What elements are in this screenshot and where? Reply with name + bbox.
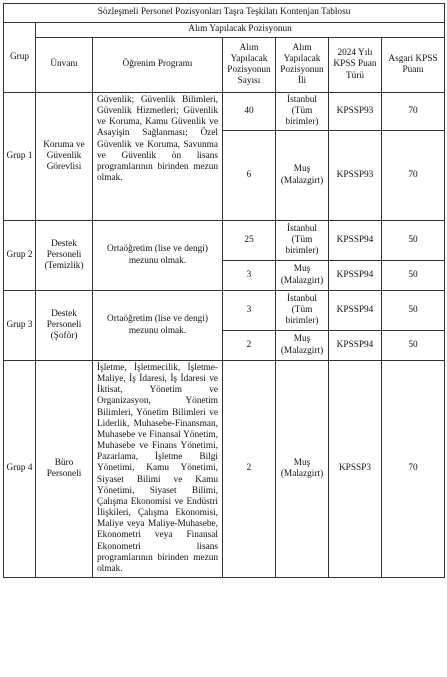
table-title: Sözleşmeli Personel Pozisyonları Taşra Teşkilatı Kontenjan Tablosu — [4, 4, 445, 23]
position-count: 25 — [223, 221, 276, 261]
group-label: Grup 3 — [4, 291, 36, 361]
position-title: Destek Personeli (Temizlik) — [36, 221, 93, 291]
position-title: Büro Personeli — [36, 361, 93, 578]
province-city: Muş — [293, 164, 311, 175]
header-title: Ünvanı — [36, 38, 93, 93]
header-count: Alım Yapılacak Pozisyonun Sayısı — [223, 38, 276, 93]
kpss-type: KPSSP3 — [329, 361, 382, 578]
group-label: Grup 4 — [4, 361, 36, 578]
quota-table-container — [3, 3, 445, 578]
position-title: Destek Personeli (Şoför) — [36, 291, 93, 361]
province-detail: (Tüm birimler) — [285, 105, 319, 128]
province-detail: (Malazgirt) — [280, 468, 324, 479]
education-program: İşletme, İşletmecilik, İşletme-Maliye, İş İdaresi, İş İdaresi ve İktisat, Yönetim ve Organizasyon, Yönetim Bilimleri, Yönetim Bilimleri ve Liderlik, Muhasebe-Finansman, Muhasebe ve Finansal Yönetim, Muhasebe ve Finans Yönetimi, Pazarlama, İşletme Bilgi Yönetimi, Kamu Yönetimi, Siyaset Bilimi ve Kamu Yönetimi, Siyaset Bilimi, Çalışma Ekonomisi ve Endüstri İlişkileri, Çalışma Ekonomisi, Maliye veya Maliye-Muhasebe, Ekonometri veya Finansal Ekonometri lisans programlarının birinden mezun olmak. — [93, 361, 223, 578]
province-city: İstanbul — [287, 94, 317, 105]
position-count: 2 — [223, 361, 276, 578]
min-score: 50 — [382, 291, 445, 331]
province-city: Muş — [293, 264, 311, 275]
kpss-type: KPSSP93 — [329, 93, 382, 131]
province-cell — [276, 261, 329, 291]
province-cell — [276, 361, 329, 578]
min-score: 70 — [382, 361, 445, 578]
kpss-type: KPSSP94 — [329, 291, 382, 331]
position-count: 3 — [223, 291, 276, 331]
header-min-score: Asgari KPSS Puanı — [382, 38, 445, 93]
position-count: 2 — [223, 331, 276, 361]
quota-table — [3, 3, 445, 578]
province-detail: (Malazgirt) — [280, 345, 324, 356]
header-position-group: Alım Yapılacak Pozisyonun — [36, 23, 445, 38]
header-kpss-type: 2024 Yılı KPSS Puan Türü — [329, 38, 382, 93]
kpss-type: KPSSP94 — [329, 221, 382, 261]
kpss-type: KPSSP94 — [329, 261, 382, 291]
header-province: Alım Yapılacak Pozisyonun İli — [276, 38, 329, 93]
group-label: Grup 2 — [4, 221, 36, 291]
province-cell — [276, 331, 329, 361]
education-program: Güvenlik; Güvenlik Bilimleri, Güvenlik Hizmetleri; Güvenlik ve Koruma, Kamu Güvenlik ve Asayişin Sağlanması; Özel Güvenlik ve Koruma, Savunma ve Güvenlik ön lisans programlarının birinden mezun olmak. — [93, 93, 223, 221]
min-score: 70 — [382, 93, 445, 131]
education-program: Ortaöğretim (lise ve dengi) mezunu olmak. — [93, 291, 223, 361]
min-score: 50 — [382, 221, 445, 261]
province-detail: (Tüm birimler) — [285, 304, 319, 327]
min-score: 50 — [382, 261, 445, 291]
position-count: 6 — [223, 131, 276, 221]
position-count: 3 — [223, 261, 276, 291]
province-city: İstanbul — [287, 223, 317, 234]
province-city: Muş — [293, 457, 311, 468]
province-cell — [276, 221, 329, 261]
education-program: Ortaöğretim (lise ve dengi) mezunu olmak. — [93, 221, 223, 291]
kpss-type: KPSSP94 — [329, 331, 382, 361]
province-city: İstanbul — [287, 293, 317, 304]
min-score: 50 — [382, 331, 445, 361]
province-cell — [276, 93, 329, 131]
min-score: 70 — [382, 131, 445, 221]
position-title: Koruma ve Güvenlik Görevlisi — [36, 93, 93, 221]
header-program: Öğrenim Programı — [93, 38, 223, 93]
header-group: Grup — [4, 23, 36, 93]
kpss-type: KPSSP93 — [329, 131, 382, 221]
province-detail: (Malazgirt) — [280, 275, 324, 286]
province-city: Muş — [293, 334, 311, 345]
position-count: 40 — [223, 93, 276, 131]
province-detail: (Malazgirt) — [280, 175, 324, 186]
province-detail: (Tüm birimler) — [285, 234, 319, 257]
province-cell — [276, 291, 329, 331]
province-cell — [276, 131, 329, 221]
group-label: Grup 1 — [4, 93, 36, 221]
